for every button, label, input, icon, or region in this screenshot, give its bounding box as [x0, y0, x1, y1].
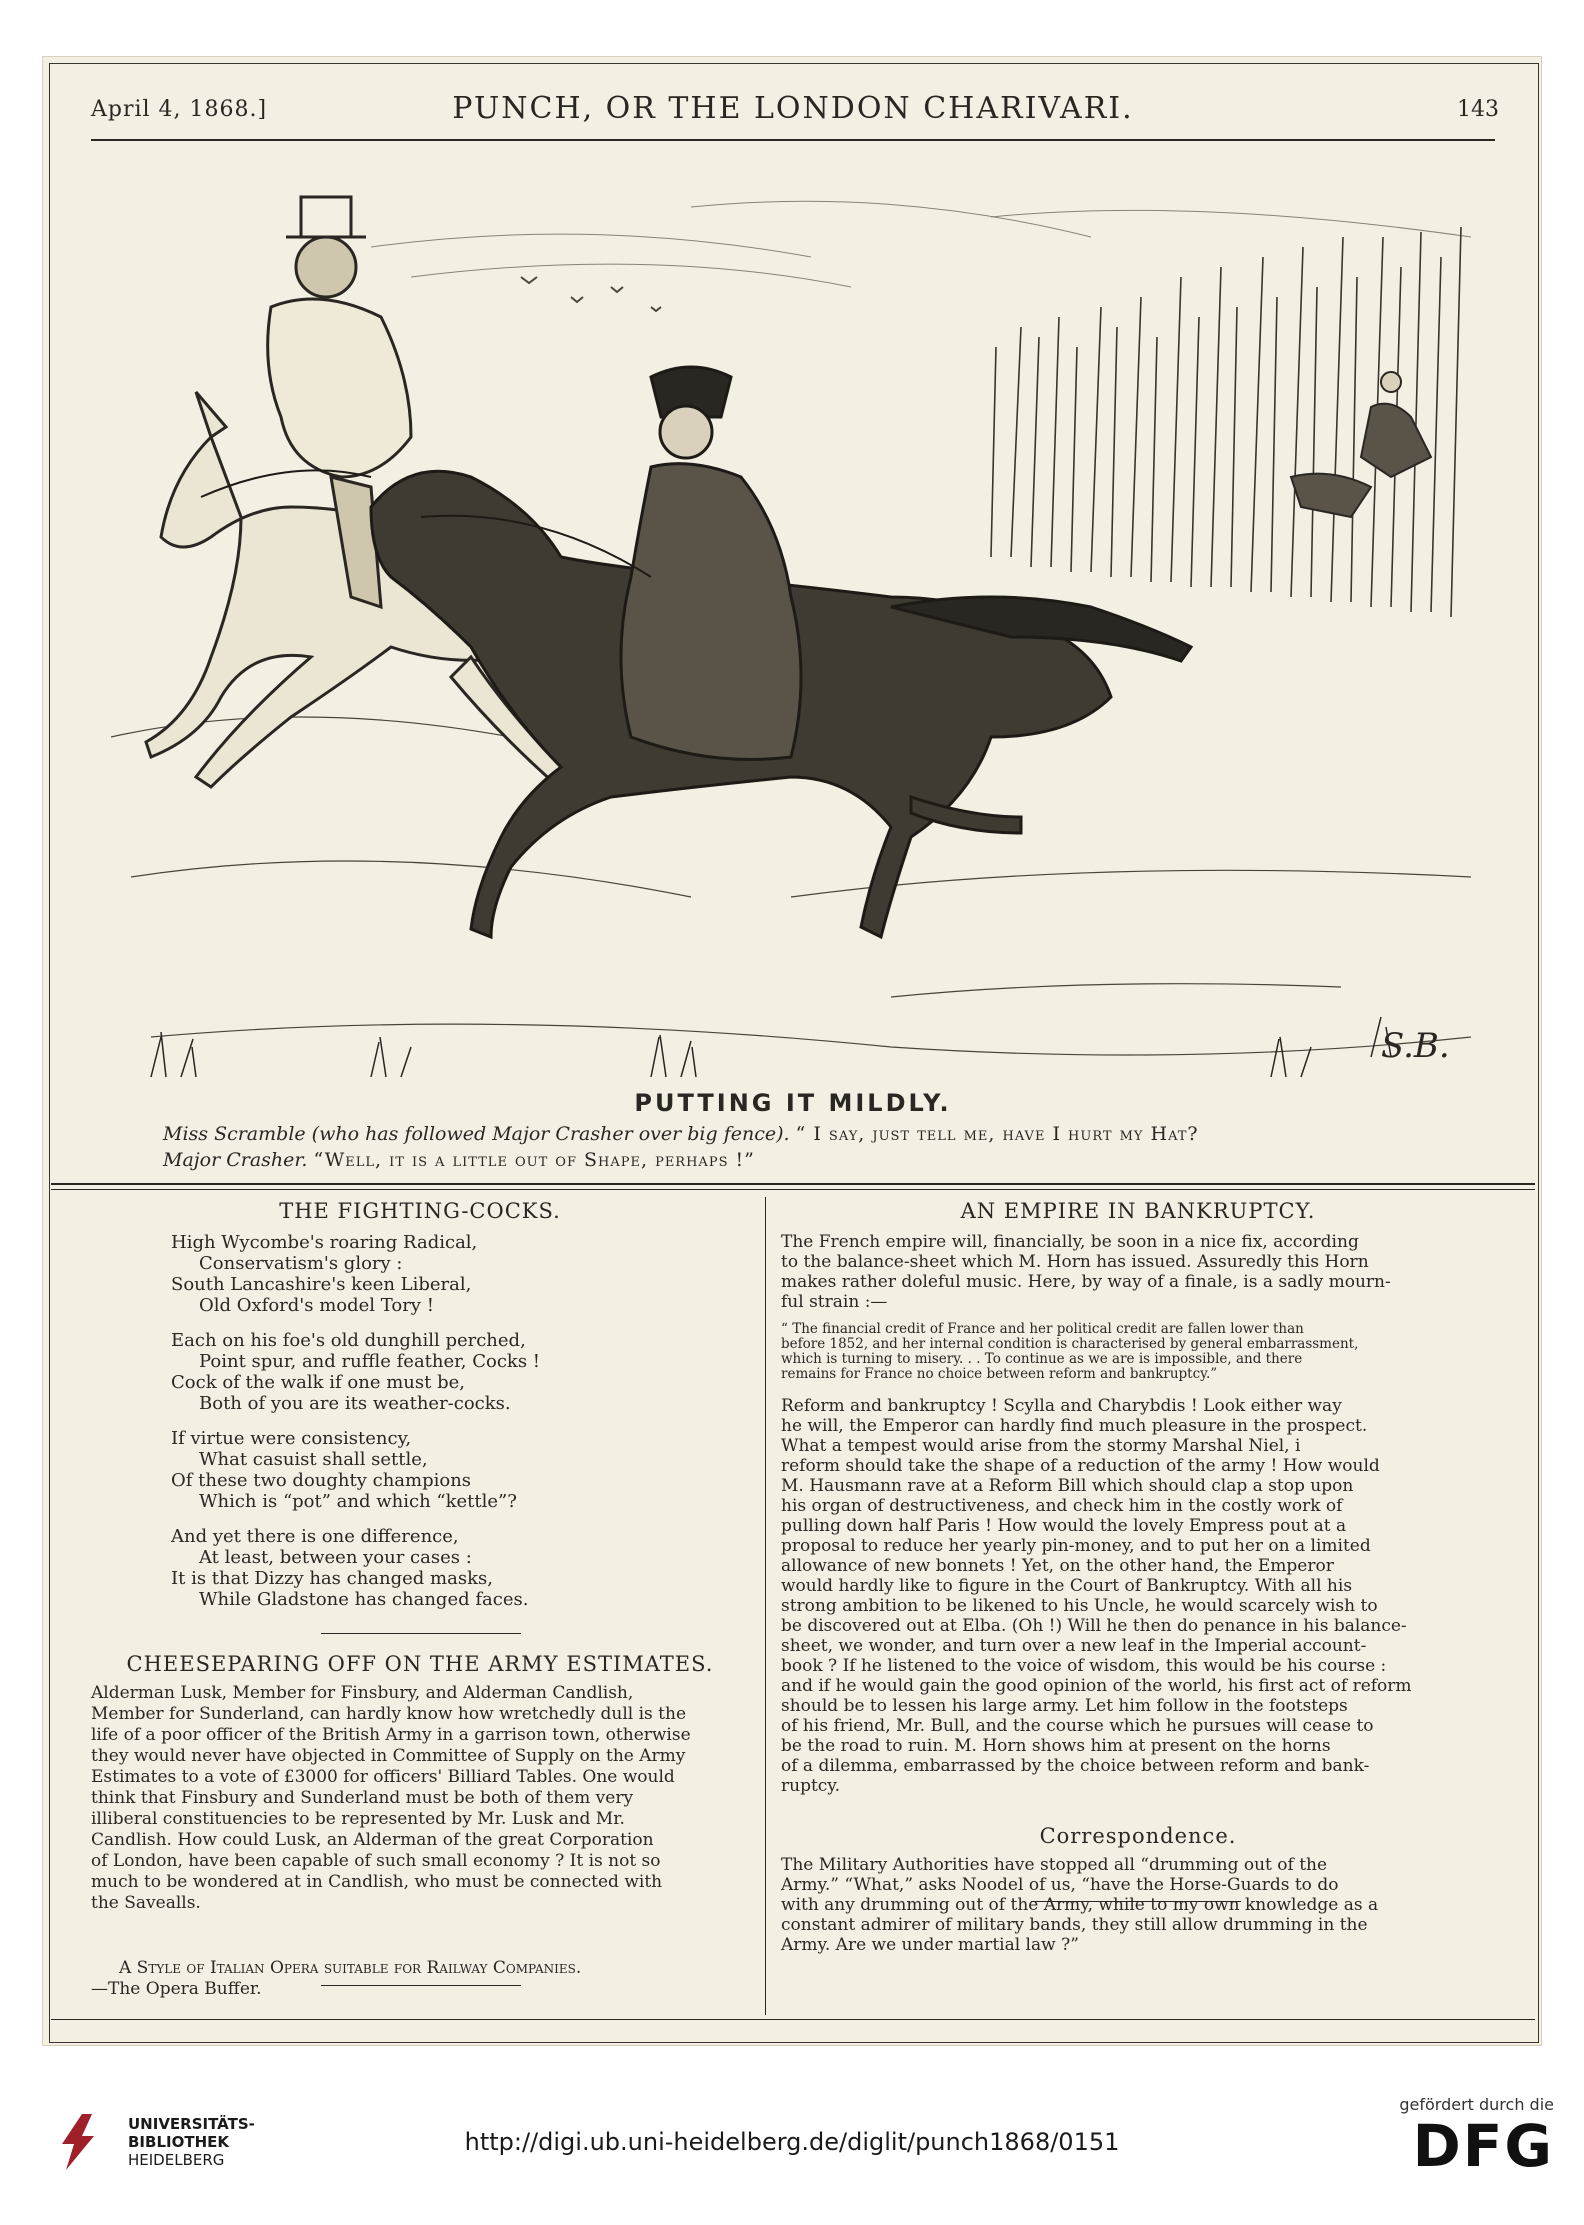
joke-line-1: A Style of Italian Opera suitable for Railway Companies. — [119, 1958, 582, 1978]
bottom-rule — [51, 2019, 1535, 2020]
source-url-link[interactable]: http://digi.ub.uni-heidelberg.de/diglit/punch1868/0151 — [464, 2128, 1120, 2156]
article-line: would hardly like to figure in the Court of Bankruptcy. With all his — [781, 1576, 1353, 1596]
empire-intro — [781, 1232, 1495, 1312]
column-divider — [765, 1197, 766, 2015]
page-number: 143 — [1457, 97, 1499, 122]
caption-speaker-2: Major Crasher. — [163, 1149, 308, 1171]
caption-quote-2: “Well, it is a little out of Shape, perhaps !” — [313, 1149, 755, 1171]
article-line: book ? If he listened to the voice of wisdom, this would be his course : — [781, 1656, 1387, 1676]
article-line: and if he would gain the good opinion of the world, his first act of reform — [781, 1676, 1412, 1696]
caption-quote-1: “ I say, just tell me, have I hurt my Hat? — [795, 1123, 1199, 1145]
empire-quote — [781, 1322, 1495, 1382]
right-column — [781, 1201, 1495, 1955]
article-line: ruptcy. — [781, 1776, 841, 1796]
artist-signature: S.B. — [1381, 1026, 1450, 1066]
article-line: allowance of new bonnets ! Yet, on the other hand, the Emperor — [781, 1556, 1334, 1576]
dfg-credit[interactable] — [1399, 2095, 1554, 2178]
article-line: pulling down half Paris ! How would the lovely Empress pout at a — [781, 1516, 1347, 1536]
poem-line: Conservatism's glory : — [199, 1253, 403, 1274]
cartoon-illustration — [91, 177, 1491, 1079]
article-line: Alderman Lusk, Member for Finsbury, and Alderman Candlish, — [91, 1683, 634, 1703]
article-line: much to be wondered at in Candlish, who must be connected with — [91, 1872, 663, 1892]
correspondence-title: Correspondence. — [1039, 1824, 1237, 1848]
article-line: illiberal constituencies to be represented by Mr. Lusk and Mr. — [91, 1809, 625, 1829]
article-line: of his friend, Mr. Bull, and the course which he pursues will cease to — [781, 1716, 1374, 1736]
article-line: of London, have been capable of such small economy ? It is not so — [91, 1851, 661, 1871]
article-line: proposal to reduce her yearly pin-money, and to put her on a limited — [781, 1536, 1371, 1556]
poem-line: What casuist shall settle, — [199, 1449, 428, 1470]
article-line: Member for Sunderland, can hardly know how wretchedly dull is the — [91, 1704, 687, 1724]
poem-title: THE FIGHTING-COCKS. — [279, 1199, 561, 1223]
quote-line: remains for France no choice between reform and bankruptcy.” — [781, 1366, 1218, 1382]
article-line: with any drumming out of the Army, while to my own knowledge as a — [781, 1895, 1379, 1915]
caption-rule-2 — [51, 1189, 1535, 1190]
article-line: Reform and bankruptcy ! Scylla and Charybdis ! Look either way — [781, 1396, 1342, 1416]
article-line: be discovered out at Elba. (Oh !) Will he then do penance in his balance- — [781, 1616, 1407, 1636]
cartoon-title: PUTTING IT MILDLY. — [634, 1089, 952, 1117]
article-line: he will, the Emperor can hardly find much pleasure in the prospect. — [781, 1416, 1368, 1436]
article-line: to the balance-sheet which M. Horn has issued. Assuredly this Horn — [781, 1252, 1369, 1272]
article-line: constant admirer of military bands, they still allow drumming in the — [781, 1915, 1368, 1935]
newspaper-page — [42, 56, 1542, 2046]
article-line: ful strain :— — [781, 1292, 888, 1312]
article-title: CHEESEPARING OFF ON THE ARMY ESTIMATES. — [126, 1652, 714, 1676]
article-line: be the road to ruin. M. Horn shows him at present on the horns — [781, 1736, 1331, 1756]
article-line: of a dilemma, embarrassed by the choice between reform and bank- — [781, 1756, 1370, 1776]
section-rule — [321, 1985, 521, 1986]
empire-article-title: AN EMPIRE IN BANKRUPTCY. — [960, 1199, 1316, 1223]
section-rule — [1031, 1901, 1241, 1902]
article-line: Army. Are we under martial law ?” — [781, 1935, 1079, 1955]
caption-rule-1 — [51, 1183, 1535, 1185]
poem-line: At least, between your cases : — [199, 1547, 472, 1568]
correspondence-body — [781, 1855, 1495, 1955]
header-rule — [91, 139, 1495, 141]
poem-line: Each on his foe's old dunghill perched, — [171, 1330, 526, 1351]
article-line: What a tempest would arise from the stormy Marshal Niel, i — [781, 1436, 1301, 1456]
poem-line: Point spur, and ruffle feather, Cocks ! — [199, 1351, 541, 1372]
joke — [91, 1958, 749, 2000]
article-body — [91, 1683, 749, 1914]
funded-by-text: gefördert durch die — [1399, 2095, 1554, 2114]
article-line: makes rather doleful music. Here, by way of a finale, is a sadly mourn- — [781, 1272, 1391, 1292]
poem-line: High Wycombe's roaring Radical, — [171, 1232, 478, 1253]
article-line: life of a poor officer of the British Army in a garrison town, otherwise — [91, 1725, 691, 1745]
joke-line-2: —The Opera Buffer. — [91, 1979, 262, 1999]
article-line: reform should take the shape of a reduction of the army ! How would — [781, 1456, 1380, 1476]
poem-line: South Lancashire's keen Liberal, — [171, 1274, 472, 1295]
poem — [91, 1232, 749, 1610]
caption-line-1 — [163, 1123, 1199, 1145]
poem-line: While Gladstone has changed faces. — [199, 1589, 529, 1610]
poem-line: And yet there is one difference, — [171, 1526, 459, 1547]
library-name-line-3: HEIDELBERG — [128, 2151, 225, 2169]
dfg-logo: DFG — [1412, 2112, 1554, 2180]
poem-line: Which is “pot” and which “kettle”? — [199, 1491, 517, 1512]
article-line: they would never have objected in Committee of Supply on the Army — [91, 1746, 686, 1766]
poem-line: Of these two doughty champions — [171, 1470, 472, 1491]
quote-line: which is turning to misery. . . To continue as we are is impossible, and there — [781, 1351, 1303, 1367]
article-line: Estimates to a vote of £3000 for officers' Billiard Tables. One would — [91, 1767, 675, 1787]
masthead-title: PUNCH, OR THE LONDON CHARIVARI. — [452, 91, 1134, 126]
article-line: strong ambition to be likened to his Uncle, he would scarcely wish to — [781, 1596, 1378, 1616]
article-line: Army.” “What,” asks Noodel of us, “have the Horse-Guards to do — [781, 1875, 1339, 1895]
article-line: should be to lessen his large army. Let him follow in the footsteps — [781, 1696, 1348, 1716]
article-line: sheet, we wonder, and turn over a new leaf in the Imperial account- — [781, 1636, 1367, 1656]
caption-speaker-1: Miss Scramble (who has followed Major Crasher over big fence). — [163, 1123, 790, 1145]
poem-line: Cock of the walk if one must be, — [171, 1372, 465, 1393]
left-column — [91, 1201, 749, 2000]
quote-line: before 1852, and her internal condition is characterised by general embarrassment, — [781, 1336, 1359, 1352]
poem-line: It is that Dizzy has changed masks, — [171, 1568, 493, 1589]
article-line: M. Hausmann rave at a Reform Bill which should clap a stop upon — [781, 1476, 1354, 1496]
quote-line: “ The financial credit of France and her political credit are fallen lower than — [781, 1321, 1304, 1337]
article-line: The French empire will, financially, be soon in a nice fix, according — [781, 1232, 1359, 1252]
section-rule — [321, 1633, 521, 1634]
library-name-line-2: BIBLIOTHEK — [128, 2133, 229, 2151]
poem-line: Old Oxford's model Tory ! — [199, 1295, 434, 1316]
article-line: Candlish. How could Lusk, an Alderman of the great Corporation — [91, 1830, 654, 1850]
library-name-line-1: UNIVERSITÄTS- — [128, 2115, 255, 2133]
issue-date: April 4, 1868.] — [91, 97, 268, 122]
poem-line: Both of you are its weather-cocks. — [199, 1393, 511, 1414]
empire-body — [781, 1396, 1495, 1796]
poem-line: If virtue were consistency, — [171, 1428, 412, 1449]
article-line: his organ of destructiveness, and check him in the costly work of — [781, 1496, 1343, 1516]
article-line: The Military Authorities have stopped all “drumming out of the — [781, 1855, 1328, 1875]
article-line: think that Finsbury and Sunderland must be both of them very — [91, 1788, 634, 1808]
caption-line-2 — [163, 1149, 755, 1171]
article-line: the Savealls. — [91, 1893, 201, 1913]
